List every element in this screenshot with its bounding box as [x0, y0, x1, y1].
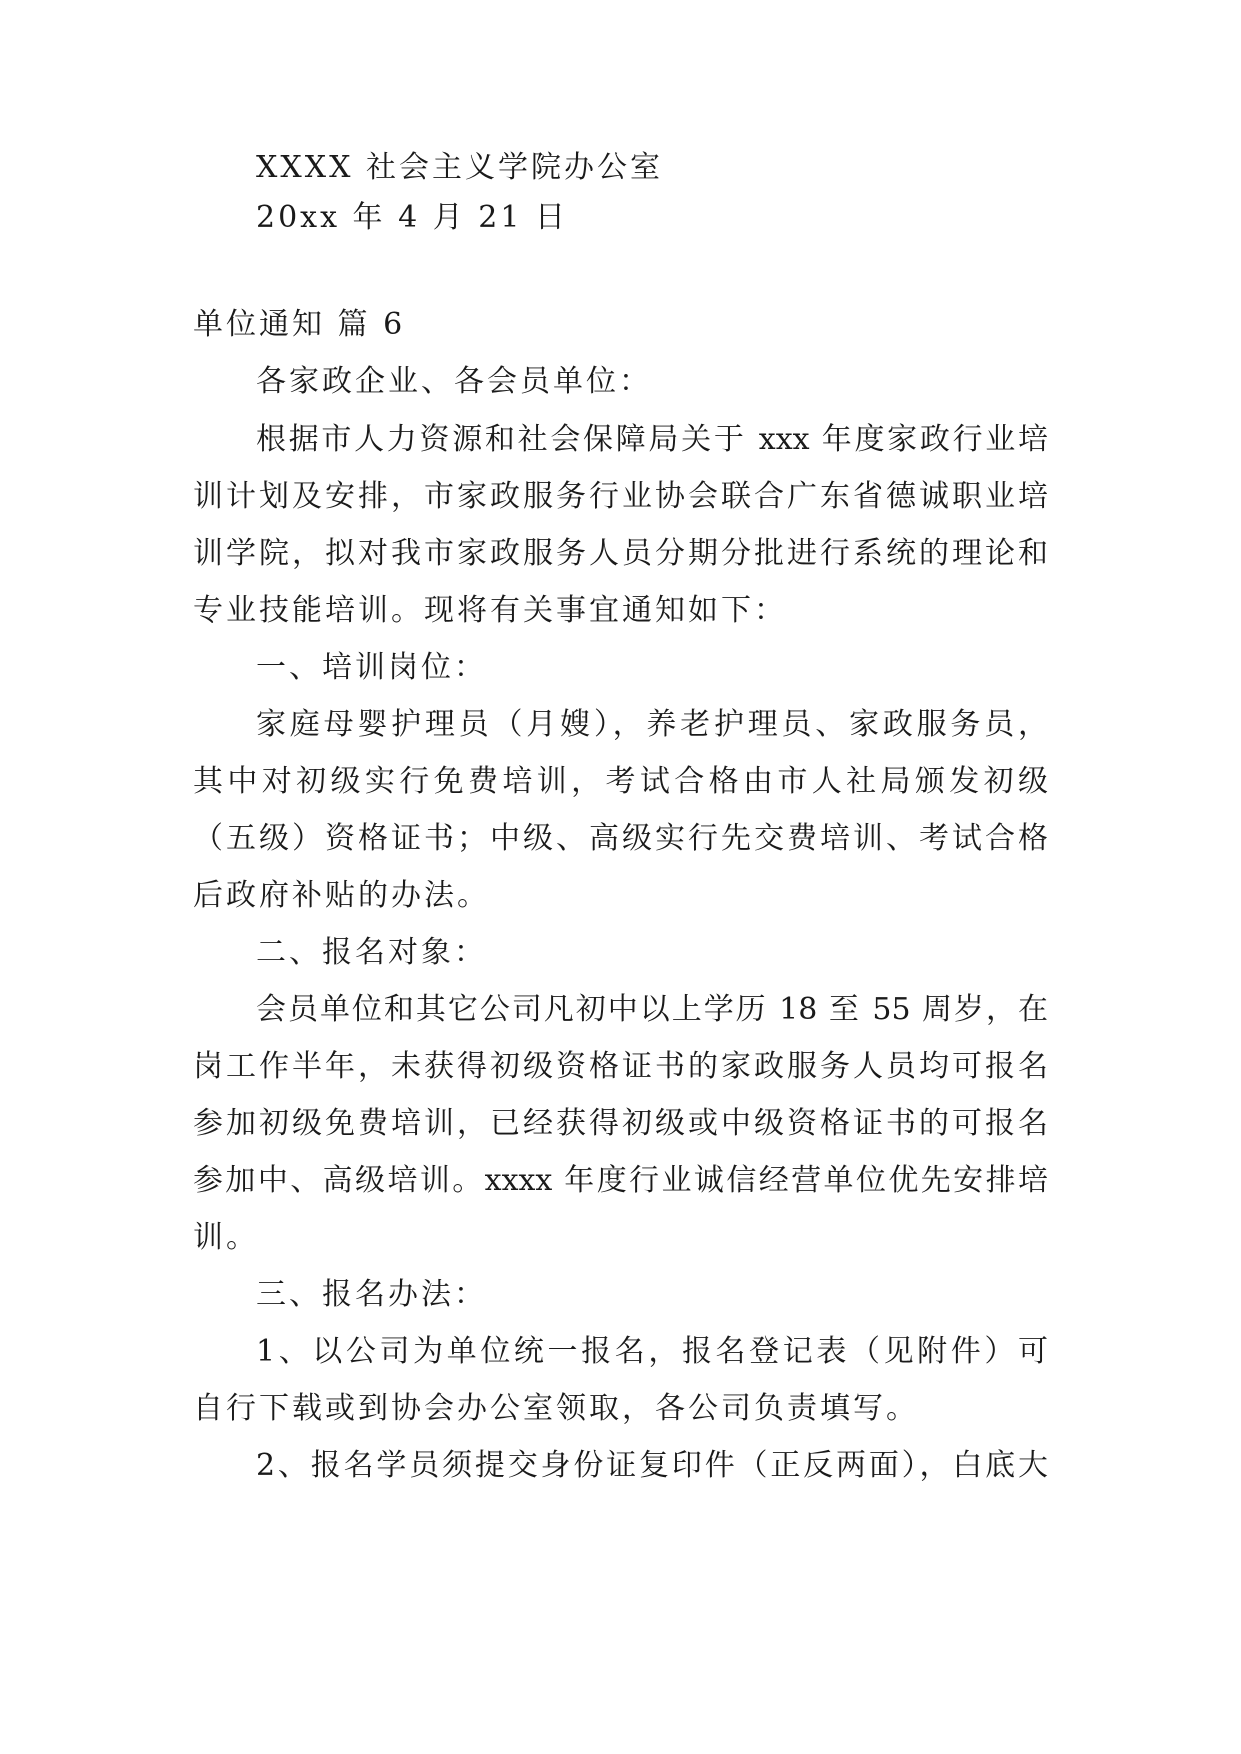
paragraph-line: 会员单位和其它公司凡初中以上学历 18 至 55 周岁，在	[256, 992, 1048, 1027]
paragraph-line: （五级）资格证书；中级、高级实行先交费培训、考试合格	[193, 821, 1048, 856]
item-heading: 三、报名办法：	[256, 1277, 487, 1312]
paragraph-line: 训。	[193, 1220, 259, 1255]
item-heading: 二、报名对象：	[256, 935, 487, 970]
paragraph-line: 自行下载或到协会办公室领取，各公司负责填写。	[193, 1391, 919, 1426]
paragraph-line: 2、报名学员须提交身份证复印件（正反两面），白底大	[256, 1448, 1048, 1483]
item-heading: 一、培训岗位：	[256, 650, 487, 685]
paragraph-line: 根据市人力资源和社会保障局关于 xxx 年度家政行业培	[256, 422, 1048, 457]
paragraph-line: 岗工作半年，未获得初级资格证书的家政服务人员均可报名	[193, 1049, 1048, 1084]
sender-organization: XXXX 社会主义学院办公室	[256, 150, 663, 185]
paragraph-line: 训计划及安排，市家政服务行业协会联合广东省德诚职业培	[193, 479, 1048, 514]
sender-date: 20xx 年 4 月 21 日	[256, 200, 568, 235]
paragraph-line: 参加中、高级培训。xxxx 年度行业诚信经营单位优先安排培	[193, 1163, 1048, 1198]
paragraph-line: 训学院，拟对我市家政服务人员分期分批进行系统的理论和	[193, 536, 1048, 571]
salutation: 各家政企业、各会员单位：	[256, 364, 652, 399]
section-heading: 单位通知 篇 6	[193, 307, 406, 342]
paragraph-line: 后政府补贴的办法。	[193, 878, 490, 913]
paragraph-line: 其中对初级实行免费培训，考试合格由市人社局颁发初级	[193, 764, 1048, 799]
paragraph-line: 专业技能培训。现将有关事宜通知如下：	[193, 593, 787, 628]
paragraph-line: 家庭母婴护理员（月嫂），养老护理员、家政服务员，	[256, 707, 1048, 742]
paragraph-line: 1、以公司为单位统一报名，报名登记表（见附件）可	[256, 1334, 1048, 1369]
paragraph-line: 参加初级免费培训，已经获得初级或中级资格证书的可报名	[193, 1106, 1048, 1141]
